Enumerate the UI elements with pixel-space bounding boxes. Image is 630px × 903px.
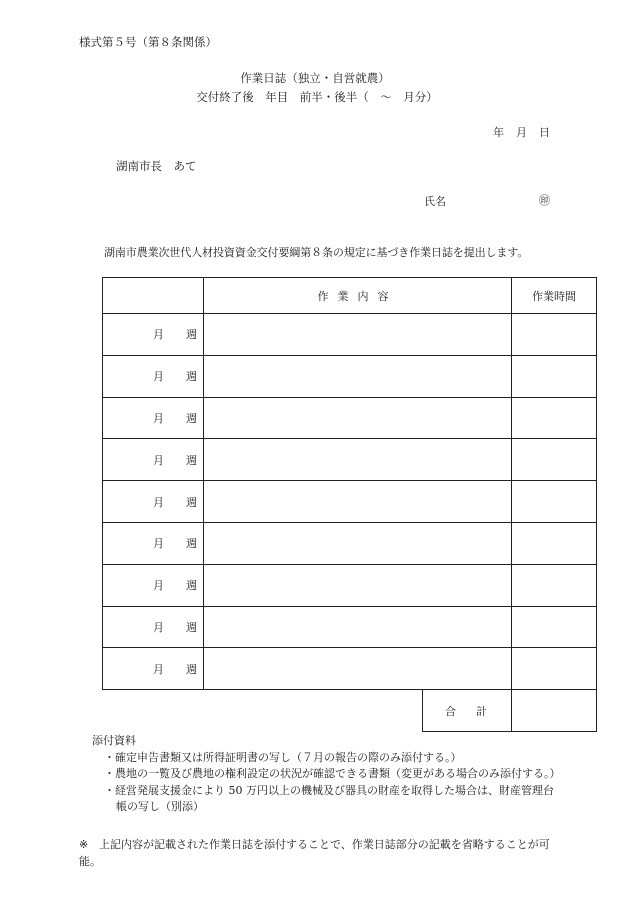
attachment-item: ・経営発展支援金により 50 万円以上の機械及び器具の財産を取得した場合は、財産管理台帳の写し（別添） — [104, 783, 554, 813]
work-hours-cell[interactable] — [512, 606, 597, 648]
week-label: 週 — [186, 537, 197, 551]
date-year-label: 年 — [493, 126, 504, 139]
week-label: 週 — [186, 579, 197, 593]
total-row — [103, 690, 597, 732]
work-hours-cell[interactable] — [512, 564, 597, 606]
work-content-cell[interactable] — [204, 648, 512, 690]
period-cell[interactable] — [103, 397, 204, 439]
form-number: 様式第５号（第８条関係） — [79, 35, 217, 49]
work-hours-cell[interactable] — [512, 397, 597, 439]
work-hours-cell[interactable] — [512, 355, 597, 397]
period-cell[interactable] — [103, 648, 204, 690]
addressee: 湖南市長 あて — [116, 159, 197, 173]
work-content-cell[interactable] — [204, 606, 512, 648]
period-cell[interactable] — [103, 522, 204, 564]
month-label: 月 — [153, 370, 164, 384]
table-row — [103, 397, 597, 439]
total-spacer — [103, 690, 204, 732]
month-label: 月 — [153, 579, 164, 593]
table-row — [103, 522, 597, 564]
work-content-cell[interactable] — [204, 439, 512, 481]
table-row — [103, 648, 597, 690]
period-cell[interactable] — [103, 481, 204, 523]
note-mark: ※ — [79, 838, 89, 851]
document-subtitle: 交付終了後 年目 前半・後半（ ～ 月分） — [196, 90, 438, 104]
submission-statement: 湖南市農業次世代人材投資資金交付要綱第８条の規定に基づき作業日誌を提出します。 — [104, 246, 529, 259]
month-label: 月 — [153, 411, 164, 425]
work-journal-table — [102, 277, 597, 732]
header-work-hours: 作業時間 — [512, 278, 597, 314]
table-row — [103, 355, 597, 397]
week-label: 週 — [186, 620, 197, 634]
work-content-cell[interactable] — [204, 397, 512, 439]
work-hours-cell[interactable] — [512, 648, 597, 690]
date-month-label: 月 — [516, 126, 527, 139]
week-label: 週 — [186, 662, 197, 676]
period-cell[interactable] — [103, 355, 204, 397]
work-content-cell[interactable] — [204, 314, 512, 356]
work-content-cell[interactable] — [204, 564, 512, 606]
month-label: 月 — [153, 537, 164, 551]
name-label: 氏名 — [424, 195, 446, 208]
attachments-section — [92, 733, 572, 816]
table-row — [103, 481, 597, 523]
work-content-cell[interactable] — [204, 481, 512, 523]
date-line — [493, 124, 550, 140]
period-cell[interactable] — [103, 439, 204, 481]
date-day-label: 日 — [539, 126, 550, 139]
table-row — [103, 439, 597, 481]
total-label-box: 合計 — [422, 689, 512, 732]
period-cell[interactable] — [103, 564, 204, 606]
work-hours-cell[interactable] — [512, 481, 597, 523]
table-header-row — [103, 278, 597, 314]
table-row — [103, 564, 597, 606]
work-hours-cell[interactable] — [512, 439, 597, 481]
week-label: 週 — [186, 370, 197, 384]
attachments-heading: 添付資料 — [92, 734, 136, 747]
footnote — [79, 836, 559, 870]
header-work-content: 作業内容 — [204, 278, 512, 314]
work-content-cell[interactable] — [204, 522, 512, 564]
week-label: 週 — [186, 411, 197, 425]
attachment-item: ・確定申告書類又は所得証明書の写し（７月の報告の際のみ添付する。） — [104, 750, 462, 764]
total-label-cell — [204, 690, 512, 732]
month-label: 月 — [153, 662, 164, 676]
document-title: 作業日誌（独立・自営就農） — [240, 71, 390, 85]
work-hours-cell[interactable] — [512, 314, 597, 356]
header-period-cell — [103, 278, 204, 314]
period-cell[interactable] — [103, 606, 204, 648]
work-content-cell[interactable] — [204, 355, 512, 397]
month-label: 月 — [153, 495, 164, 509]
month-label: 月 — [153, 620, 164, 634]
total-hours-cell[interactable] — [512, 690, 597, 732]
month-label: 月 — [153, 453, 164, 467]
week-label: 週 — [186, 328, 197, 342]
week-label: 週 — [186, 453, 197, 467]
month-label: 月 — [153, 328, 164, 342]
note-text: 上記内容が記載された作業日誌を添付することで、作業日誌部分の記載を省略することが可能。 — [79, 838, 550, 868]
week-label: 週 — [186, 495, 197, 509]
attachment-item: ・農地の一覧及び農地の権利設定の状況が確認できる書類（変更がある場合のみ添付する。） — [104, 767, 561, 780]
table-row — [103, 606, 597, 648]
period-cell[interactable] — [103, 314, 204, 356]
table-row — [103, 314, 597, 356]
seal-icon: ㊞ — [539, 194, 550, 207]
work-hours-cell[interactable] — [512, 522, 597, 564]
